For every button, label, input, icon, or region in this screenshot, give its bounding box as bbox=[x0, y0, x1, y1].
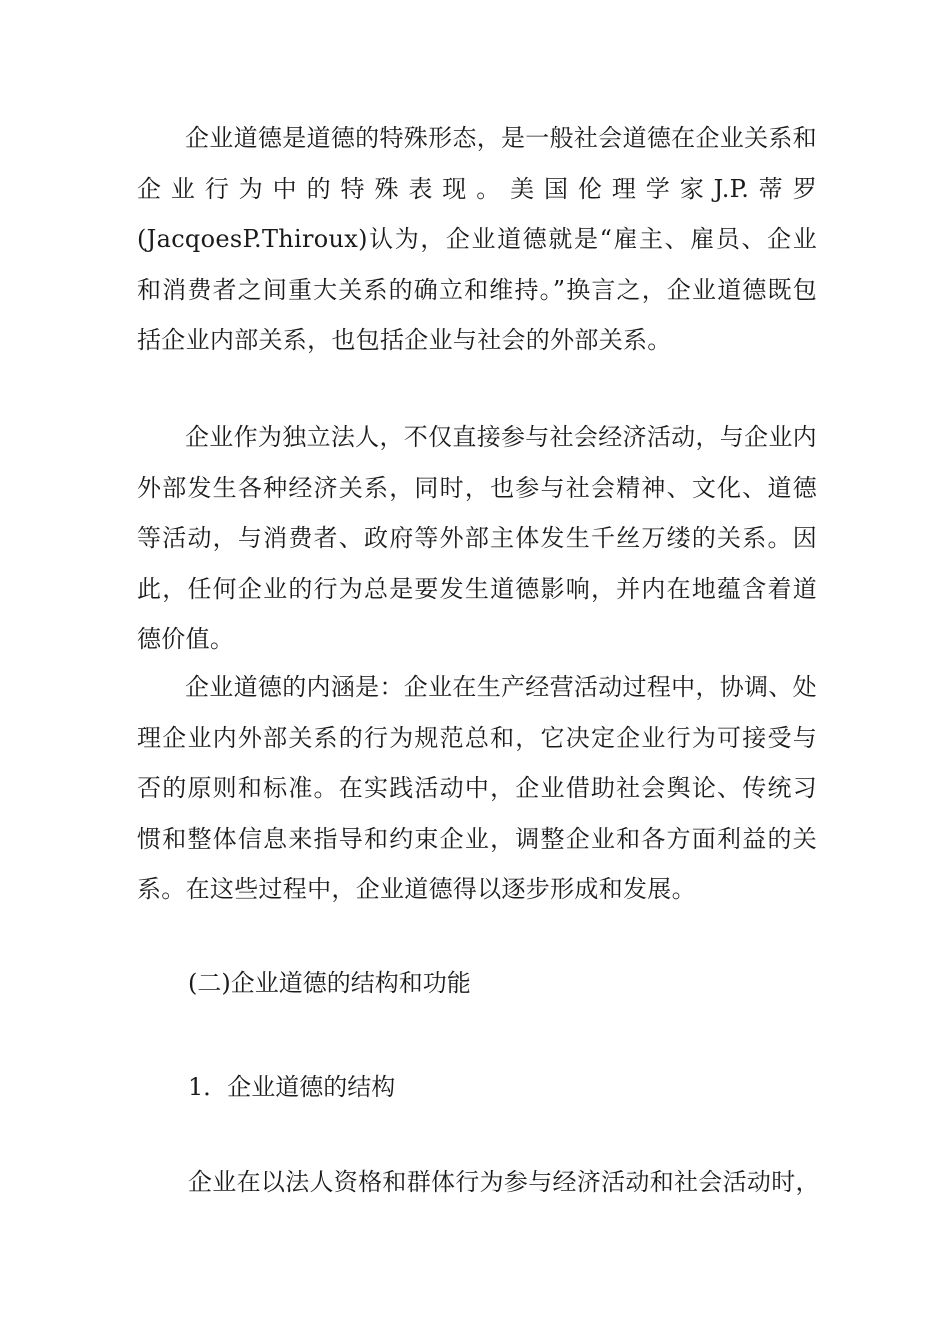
paragraph-definition: 企业道德是道德的特殊形态，是一般社会道德在企业关系和企业行为中的特殊表现。美国伦理学家J.P.蒂罗(JacqoesP.Thiroux)认为，企业道德就是“雇主、雇员、企业和消费者之间重大关系的确立和维持。”换言之，企业道德既包括企业内部关系，也包括企业与社会的外部关系。 bbox=[137, 124, 817, 354]
paragraph-legal-person: 企业作为独立法人，不仅直接参与社会经济活动，与企业内外部发生各种经济关系，同时，也参与社会精神、文化、道德等活动，与消费者、政府等外部主体发生千丝万缕的关系。因此，任何企业的行为总是要发生道德影响，并内在地蕴含着道德价值。 bbox=[137, 423, 817, 653]
section-heading: (二)企业道德的结构和功能 bbox=[188, 969, 471, 997]
subsection-heading: 1．企业道德的结构 bbox=[188, 1073, 396, 1101]
paragraph-structure-intro: 企业在以法人资格和群体行为参与经济活动和社会活动时， bbox=[188, 1168, 820, 1196]
paragraph-connotation: 企业道德的内涵是：企业在生产经营活动过程中，协调、处理企业内外部关系的行为规范总和，它决定企业行为可接受与否的原则和标准。在实践活动中，企业借助社会舆论、传统习惯和整体信息来指导和约束企业，调整企业和各方面利益的关系。在这些过程中，企业道德得以逐步形成和发展。 bbox=[137, 673, 817, 903]
